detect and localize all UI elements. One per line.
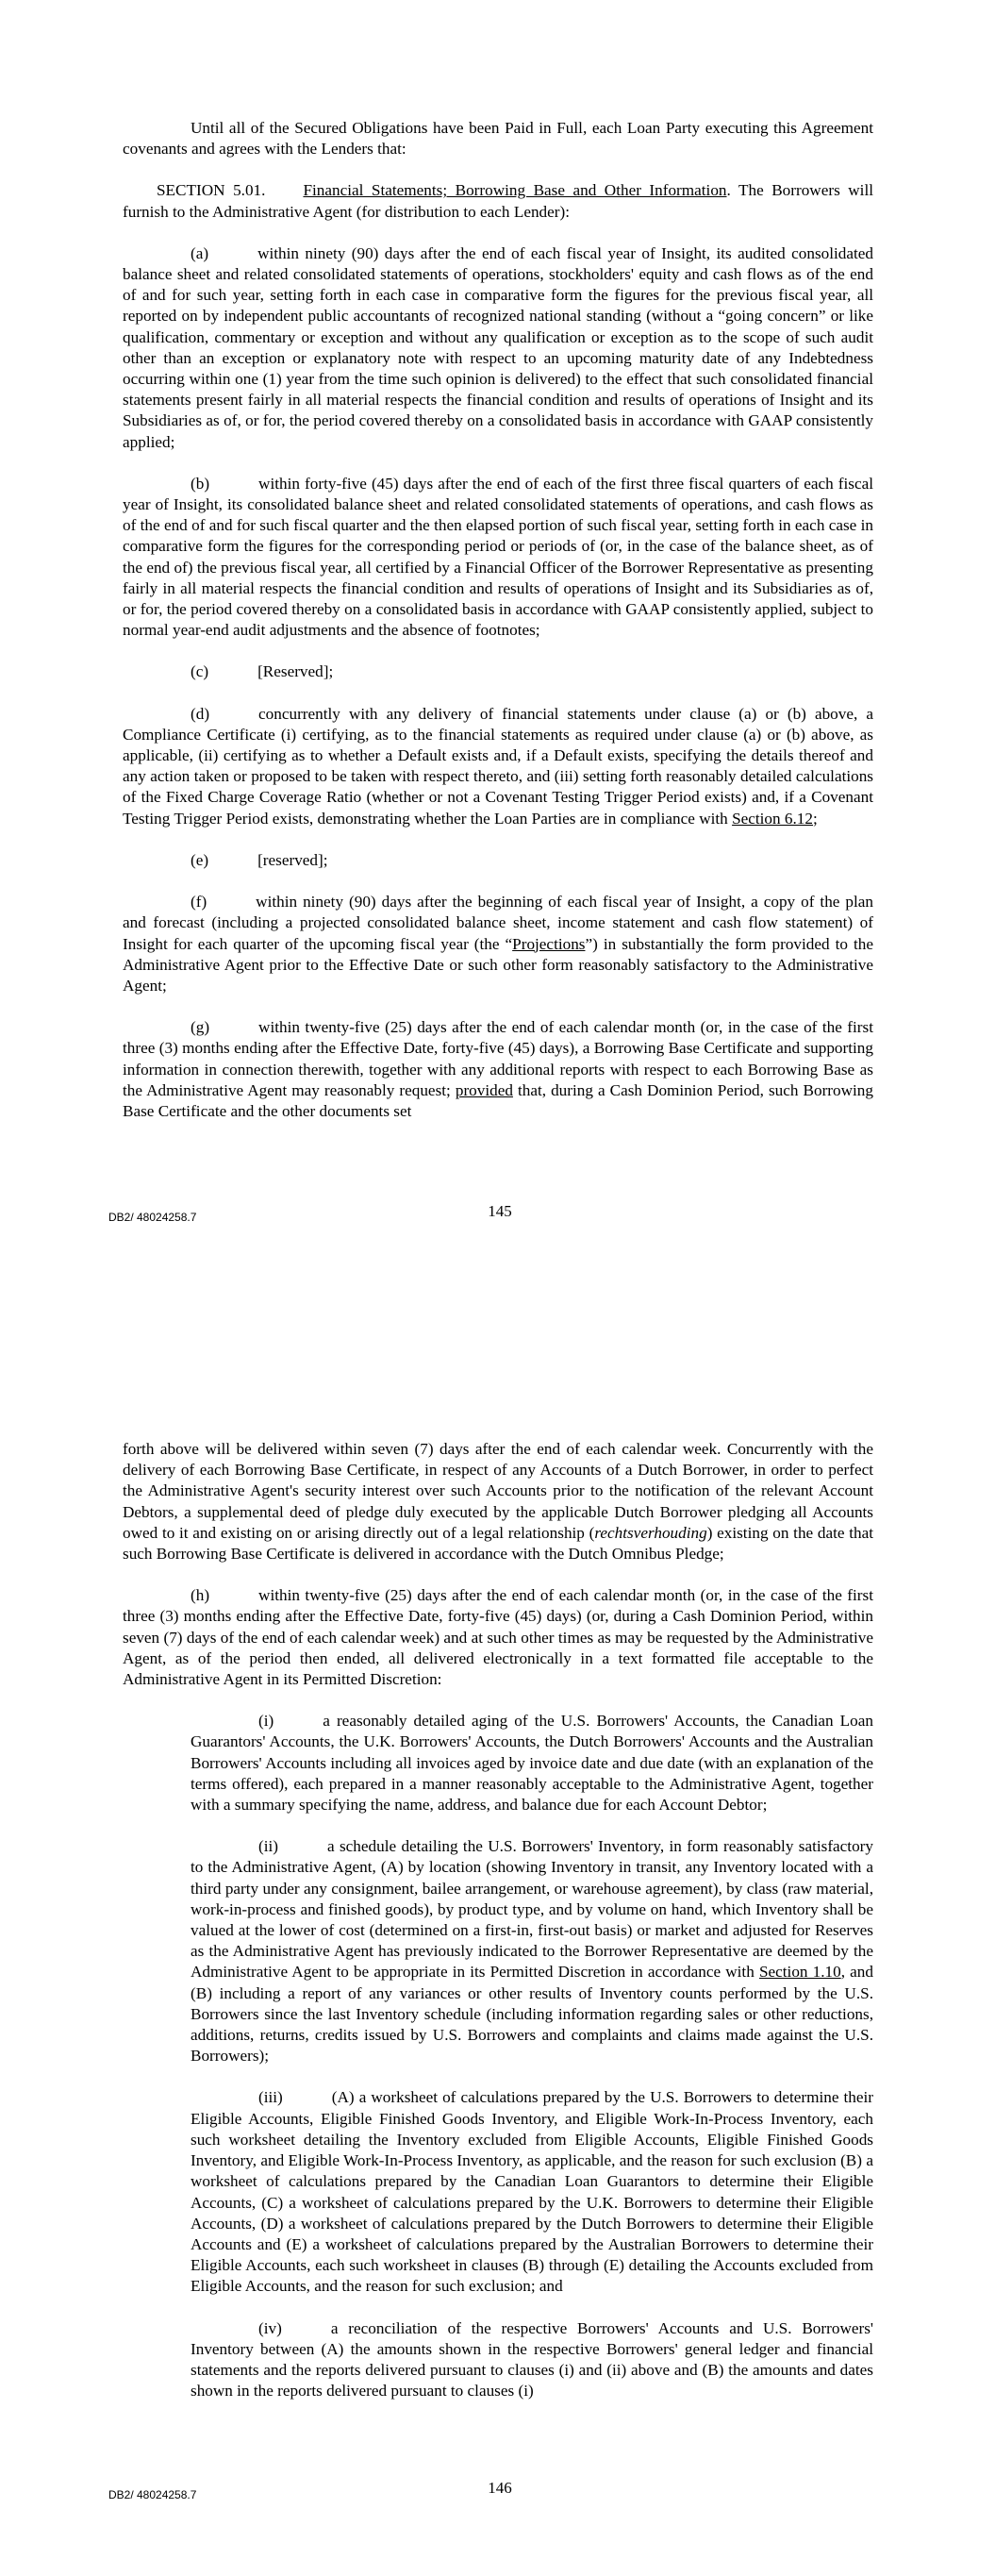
clause-label: (a)	[191, 243, 209, 262]
section-5-01-heading	[123, 180, 873, 222]
intro-paragraph: Until all of the Secured Obligations have been Paid in Full, each Loan Party executing this Agreement covenants and agrees with the Lenders that:	[123, 119, 873, 159]
clause-g: (g) within twenty-five (25) days after the end of each calendar month (or, in the case of the first three (3) months ending after the Effective Date, forty-five (45) days), a Borrowing Base Certificate and supporting information in connection therewith, together with any additional reports with respect to each Borrowing Base as the Administrative Agent may reasonably request; provided that, during a Cash Dominion Period, such Borrowing Base Certificate and the other documents set	[123, 1018, 873, 1120]
clause-text: within ninety (90) days after the end of each fiscal year of Insight, its audited consolidated balance sheet and related consolidated statements of operations, stockholders' equity and cash flows as of the end of and for such year, setting forth in each case in comparative form the figures for the previous fiscal year, all reported on by independent public accountants of recognized national standing (without a “going concern” or like qualification, commentary or exception and without any qualification or exception as to the scope of such audit other than an exception or explanatory note with respect to an upcoming maturity date of any Indebtedness occurring within one (1) year from the time such opinion is delivered) to the effect that such consolidated financial statements present fairly in all material respects the financial condition and results of operations of Insight and its Subsidiaries as of, or for, the period covered thereby on a consolidated basis in accordance with GAAP consistently applied;	[123, 243, 873, 451]
subclause-i	[191, 1711, 873, 1815]
clause-label: (d)	[191, 704, 210, 723]
clause-label: (b)	[191, 474, 210, 493]
clause-label: (h)	[191, 1586, 210, 1605]
italic-term: rechtsverhouding	[594, 1523, 707, 1542]
clause-text: a reconciliation of the respective Borrowers' Accounts and U.S. Borrowers' Inventory between (A) the amounts shown in the respective Borrowers' general ledger and financial statements and the reports delivered pursuant to clauses (i) and (ii) above and (B) the amounts and dates shown in the reports delivered pursuant to clauses (i)	[191, 2318, 873, 2400]
page-145-body	[123, 118, 873, 1143]
section-1-10-link[interactable]: Section 1.10	[758, 1963, 841, 1982]
clause-text: within twenty-five (25) days after the end of each calendar month (or, in the case of the first three (3) months ending after the Effective Date, forty-five (45) days), a Borrowing Base Certificate and supporting information in connection therewith, together with any additional reports with respect to each Borrowing Base as the Administrative Agent may reasonably request;	[123, 1018, 873, 1099]
page-146	[0, 1288, 995, 2576]
clause-label: (i)	[258, 1712, 274, 1731]
clause-c	[123, 661, 873, 682]
section-6-12-link[interactable]: Section 6.12	[732, 809, 813, 828]
clause-text: within forty-five (45) days after the end of each of the first three fiscal quarters of each fiscal year of Insight, its consolidated balance sheet and related consolidated statements of operations, and cash flows as of the end of and for such fiscal quarter and the then elapsed portion of such fiscal year, setting forth in each case in comparative form the figures for the corresponding period or periods of (or, in the case of the balance sheet, as of the end of) the previous fiscal year, all certified by a Financial Officer of the Borrower Representative as presenting fairly in all material respects the financial condition and results of operations of Insight and its Subsidiaries as of, or for, the period covered thereby on a consolidated basis in accordance with GAAP consistently applied, subject to normal year-end audit adjustments and the absence of footnotes;	[123, 474, 873, 640]
clause-label: (c)	[191, 662, 209, 681]
clause-label: (ii)	[258, 1837, 278, 1856]
clause-text: within ninety (90) days after the beginning of each fiscal year of Insight, a copy of the plan and forecast (including a projected consolidated balance sheet, income statement and cash flow statement) of Insight for each quarter of the upcoming fiscal year (the “	[123, 893, 873, 953]
clause-b	[123, 474, 873, 642]
provided-term: provided	[455, 1080, 513, 1099]
page-number: 145	[488, 1202, 512, 1220]
clause-label: (f)	[191, 893, 207, 912]
defined-term-projections: Projections	[512, 934, 586, 953]
clause-text: a schedule detailing the U.S. Borrowers' Inventory, in form reasonably satisfactory to the Administrative Agent, (A) by location (showing Inventory in transit, any Inventory located with a third party under any consignment, bailee arrangement, or warehouse agreement), by class (raw material, work-in-process and finished goods), by product type, and by volume on hand, which Inventory shall be valued at the lower of cost (determined on a first-in, first-out basis) or market and adjusted for Reserves as the Administrative Agent has previously indicated to the Borrower Representative are deemed by the Administrative Agent to be appropriate in its Permitted Discretion in accordance with	[191, 1837, 873, 1982]
clause-text: within twenty-five (25) days after the end of each calendar month (or, in the case of the first three (3) months ending after the Effective Date, forty-five (45) days) (or, during a Cash Dominion Period, within seven (7) days of the end of each calendar week) and at such other times as may be requested by the Administrative Agent, as of the period then ended, all delivered electronically in a text formatted file acceptable to the Administrative Agent in its Permitted Discretion:	[123, 1586, 873, 1689]
clause-e	[123, 850, 873, 871]
page-146-body	[123, 1439, 873, 2422]
section-number: SECTION 5.01.	[157, 181, 266, 200]
clause-label: (g)	[191, 1018, 210, 1037]
clause-text: [reserved];	[257, 850, 328, 869]
clause-label: (iii)	[258, 2088, 283, 2107]
clause-h	[123, 1585, 873, 1690]
section-lead: . The Borrowers will furnish to the Administrative Agent (for distribution to each Lender):	[123, 181, 873, 221]
subclause-iii	[191, 2087, 873, 2297]
clause-label: (e)	[191, 850, 209, 869]
clause-text: a reasonably detailed aging of the U.S. Borrowers' Accounts, the Canadian Loan Guarantors' Accounts, the U.K. Borrowers' Accounts, the Dutch Borrowers' Accounts and the Australian Borrowers' Accounts including all invoices aged by invoice date and due date (with an explanation of the terms offered), each prepared in a manner reasonably acceptable to the Administrative Agent, together with a summary specifying the name, address, and balance due for each Account Debtor;	[191, 1712, 873, 1815]
section-title: Financial Statements; Borrowing Base and Other Information	[303, 181, 727, 200]
clause-text: concurrently with any delivery of financial statements under clause (a) or (b) above, a Compliance Certificate (i) certifying, as to the financial statements as required under clause (a) or (b) above, as applicable, (ii) certifying as to whether a Default exists and, if a Default exists, specifying the details thereof and any action taken or proposed to be taken with respect thereto, and (iii) setting forth reasonably detailed calculations of the Fixed Charge Coverage Ratio (whether or not a Covenant Testing Trigger Period exists) and, if a Covenant Testing Trigger Period exists, demonstrating whether the Loan Parties are in compliance with	[123, 704, 873, 828]
clause-g-continuation: forth above will be delivered within seven (7) days after the end of each calendar week. Concurrently with the delivery of each Borrowing Base Certificate, in respect of any Accounts of a Dutch Borrower, in order to perfect the Administrative Agent's security interest over such Accounts prior to the notification of the relevant Account Debtors, a supplemental deed of pledge duly executed by the applicable Dutch Borrower pledging all Accounts owed to it and existing on or arising directly out of a legal relationship (rechtsverhouding) existing on the date that such Borrowing Base Certificate is delivered in accordance with the Dutch Omnibus Pledge;	[123, 1440, 873, 1564]
subclause-iv	[191, 2318, 873, 2402]
page-number: 146	[488, 2479, 512, 2497]
subclause-ii: (ii) a schedule detailing the U.S. Borrowers' Inventory, in form reasonably satisfactory to the Administrative Agent, (A) by location (showing Inventory in transit, any Inventory located with a third party under any consignment, bailee arrangement, or warehouse agreement), by class (raw material, work-in-process and finished goods), by product type, and by volume on hand, which Inventory shall be valued at the lower of cost (determined on a first-in, first-out basis) or market and adjusted for Reserves as the Administrative Agent has previously indicated to the Borrower Representative are deemed by the Administrative Agent to be appropriate in its Permitted Discretion in accordance with Section 1.10, and (B) including a report of any variances or other results of Inventory counts performed by the U.S. Borrowers since the last Inventory schedule (including information regarding sales or other reductions, additions, returns, credits issued by U.S. Borrowers and complaints and claims made against the U.S. Borrowers);	[191, 1837, 873, 2066]
clause-d: (d) concurrently with any delivery of financial statements under clause (a) or (b) above, a Compliance Certificate (i) certifying, as to the financial statements as required under clause (a) or (b) above, as applicable, (ii) certifying as to whether a Default exists and, if a Default exists, specifying the details thereof and any action taken or proposed to be taken with respect thereto, and (iii) setting forth reasonably detailed calculations of the Fixed Charge Coverage Ratio (whether or not a Covenant Testing Trigger Period exists) and, if a Covenant Testing Trigger Period exists, demonstrating whether the Loan Parties are in compliance with Section 6.12;	[123, 704, 873, 828]
document-id: DB2/ 48024258.7	[108, 2488, 197, 2501]
clause-text: (A) a worksheet of calculations prepared by the U.S. Borrowers to determine their Eligible Accounts, Eligible Finished Goods Inventory, and Eligible Work-In-Process Inventory, each such worksheet detailing the Inventory excluded from Eligible Accounts, Eligible Finished Goods Inventory, and Eligible Work-In-Process Inventory, as applicable, and the reason for such exclusion (B) a worksheet of calculations prepared by the Canadian Loan Guarantors to determine their Eligible Accounts, (C) a worksheet of calculations prepared by the U.K. Borrowers to determine their Eligible Accounts, (D) a worksheet of calculations prepared by the Dutch Borrowers to determine their Eligible Accounts and (E) a worksheet of calculations prepared by the Australian Borrowers to determine their Eligible Accounts, each such worksheet in clauses (B) through (E) detailing the Accounts excluded from Eligible Accounts, and the reason for such exclusion; and	[191, 2088, 873, 2296]
clause-text: [Reserved];	[257, 662, 334, 681]
clause-f: (f) within ninety (90) days after the beginning of each fiscal year of Insight, a copy of the plan and forecast (including a projected consolidated balance sheet, income statement and cash flow statement) of Insight for each quarter of the upcoming fiscal year (the “Projections”) in substantially the form provided to the Administrative Agent prior to the Effective Date or such other form reasonably satisfactory to the Administrative Agent;	[123, 893, 873, 995]
clause-a	[123, 243, 873, 453]
clause-label: (iv)	[258, 2318, 282, 2337]
document-id: DB2/ 48024258.7	[108, 1211, 197, 1224]
